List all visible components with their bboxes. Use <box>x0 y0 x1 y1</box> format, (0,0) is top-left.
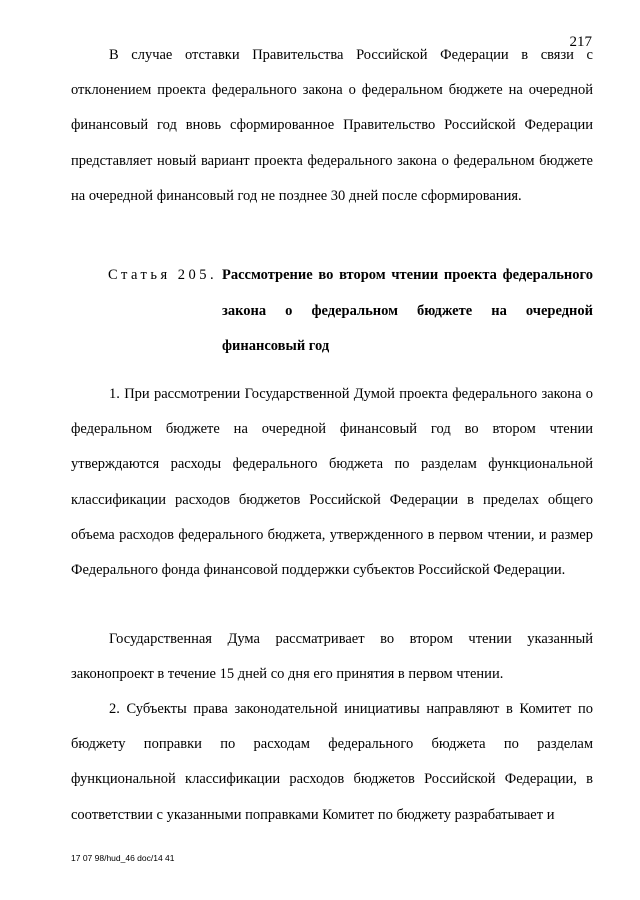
paragraph-second-reading: 1. При рассмотрении Государственной Думой проекта федерального закона о федеральном бюджете на очередной финансовый год во втором чтении утверждаются расходы федерального бюджета по разделам функциональной классификации расходов бюджетов Российской Федерации в пределах общего объема расходов федерального бюджета, утвержденного в первом чтении, и размер Федерального фонда финансовой поддержки субъектов Российской Федерации. <box>71 386 593 579</box>
page-number: 217 <box>569 34 592 50</box>
article-label: Статья 205. <box>108 267 218 283</box>
paragraph-amendments: 2. Субъекты права законодательной инициативы направляют в Комитет по бюджету поправки по расходам федерального бюджета по разделам функциональной классификации расходов бюджетов Российской Федерации, в соответствии с указанными поправками Комитет по бюджету разрабатывает и <box>71 701 593 823</box>
paragraph-duma-review: Государственная Дума рассматривает во втором чтении указанный законопроект в течение 15 дней со дня его принятия в первом чтении. <box>71 631 593 683</box>
article-title: Рассмотрение во втором чтении проекта федерального закона о федеральном бюджете на очередной финансовый год <box>222 267 593 354</box>
paragraph-government-resignation: В случае отставки Правительства Российской Федерации в связи с отклонением проекта федерального закона о федеральном бюджете на очередной финансовый год вновь сформированное Правительство Российской Федерации представляет новый вариант проекта федерального закона о федеральном бюджете на очередной финансовый год не позднее 30 дней после сформирования. <box>71 47 593 204</box>
footer-code: 17 07 98/hud_46 doc/14 41 <box>71 853 175 863</box>
